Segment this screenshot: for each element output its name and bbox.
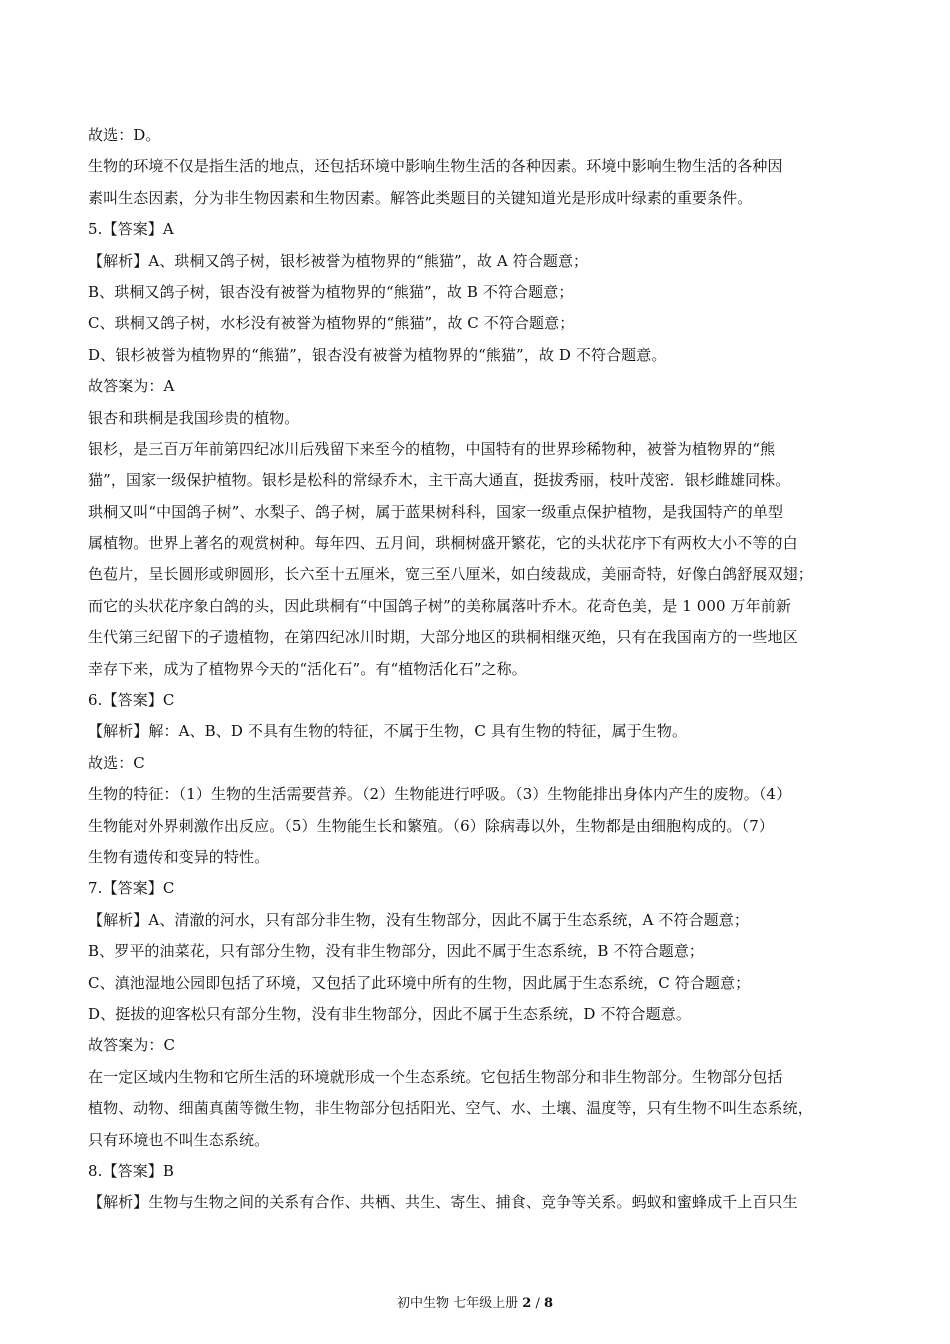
text-line: 生物能对外界刺激作出反应。（5）生物能生长和繁殖。（6）除病毒以外，生物都是由细胞构成的。（7） xyxy=(88,816,774,835)
text-line: C、珙桐又鸽子树，水杉没有被誉为植物界的“熊猫”，故 C 不符合题意； xyxy=(88,314,575,333)
text-line: 生代第三纪留下的孑遗植物，在第四纪冰川时期，大部分地区的珙桐相继灭绝，只有在我国南方的一些地区 xyxy=(88,628,798,647)
text-line: 而它的头状花序象白鸽的头，因此珙桐有“中国鸽子树”的美称属落叶乔木。花奇色美，是 1 000 万年前新 xyxy=(88,596,791,615)
text-line: 6.【答案】C xyxy=(88,691,175,710)
text-line: 【解析】解：A、B、D 不具有生物的特征，不属于生物，C 具有生物的特征，属于生物。 xyxy=(88,722,688,741)
text-line: 生物有遗传和变异的特性。 xyxy=(88,847,270,866)
text-line: 【解析】A、清澈的河水，只有部分非生物，没有生物部分，因此不属于生态系统，A 不符合题意； xyxy=(88,910,749,929)
text-line: 【解析】生物与生物之间的关系有合作、共栖、共生、寄生、捕食、竞争等关系。蚂蚁和蜜蜂成千上百只生 xyxy=(88,1193,798,1212)
text-line: 珙桐又叫“中国鸽子树”、水梨子、鸽子树，属于蓝果树科科，国家一级重点保护植物，是我国特产的单型 xyxy=(88,502,784,521)
page-footer xyxy=(0,1294,950,1314)
document-body xyxy=(88,120,872,1219)
footer-label: 初中生物 七年级上册 xyxy=(396,1296,519,1311)
page-number: 2 xyxy=(522,1296,532,1311)
text-line: 植物、动物、细菌真菌等微生物，非生物部分包括阳光、空气、水、土壤、温度等，只有生物不叫生态系统， xyxy=(88,1099,813,1118)
text-line: 故选：D。 xyxy=(88,126,161,144)
text-line: 7.【答案】C xyxy=(88,879,175,898)
text-line: 素叫生态因素，分为非生物因素和生物因素。解答此类题目的关键知道光是形成叶绿素的重要条件。 xyxy=(88,188,753,207)
text-line: 银杉，是三百万年前第四纪冰川后残留下来至今的植物，中国特有的世界珍稀物种，被誉为植物界的“熊 xyxy=(88,439,776,458)
text-line: 故选：C xyxy=(88,753,145,772)
text-line: 5.【答案】A xyxy=(88,220,174,239)
text-line: 生物的特征：（1）生物的生活需要营养。（2）生物能进行呼吸。（3）生物能排出身体内产生的废物。（4） xyxy=(88,785,792,804)
text-line: C、滇池湿地公园即包括了环境，又包括了此环境中所有的生物，因此属于生态系统，C 符合题意； xyxy=(88,973,751,992)
text-line: 生物的环境不仅是指生活的地点，还包括环境中影响生物生活的各种因素。环境中影响生物生活的各种因 xyxy=(88,157,783,176)
text-line: 色苞片，呈长圆形或卵圆形，长六至十五厘米，宽三至八厘米，如白绫裁成，美丽奇特，好像白鸽舒展双翅； xyxy=(88,565,813,584)
text-line: 属植物。世界上著名的观赏树种。每年四、五月间，珙桐树盛开繁花，它的头状花序下有两枚大小不等的白 xyxy=(88,534,798,553)
page-separator: / xyxy=(535,1296,540,1311)
text-line: 银杏和珙桐是我国珍贵的植物。 xyxy=(88,408,300,427)
text-line: 只有环境也不叫生态系统。 xyxy=(88,1130,270,1149)
text-line: D、银杉被誉为植物界的“熊猫”，银杏没有被誉为植物界的“熊猫”，故 D 不符合题意。 xyxy=(88,345,667,364)
text-line: D、挺拔的迎客松只有部分生物，没有非生物部分，因此不属于生态系统，D 不符合题意。 xyxy=(88,1004,691,1023)
page-total: 8 xyxy=(543,1296,554,1311)
text-line: 8.【答案】B xyxy=(88,1161,175,1180)
text-line: 【解析】A、珙桐又鸽子树，银杉被誉为植物界的“熊猫”，故 A 符合题意； xyxy=(88,251,589,270)
text-line: 在一定区域内生物和它所生活的环境就形成一个生态系统。它包括生物部分和非生物部分。生物部分包括 xyxy=(88,1067,783,1086)
text-line: 幸存下来，成为了植物界今天的“活化石”。有“植物活化石”之称。 xyxy=(88,659,527,678)
text-line: 故答案为：A xyxy=(88,377,175,396)
text-line: 故答案为：C xyxy=(88,1036,176,1055)
text-line: 猫”，国家一级保护植物。银杉是松科的常绿乔木，主干高大通直，挺拔秀丽，枝叶茂密．银杉雌雄同株。 xyxy=(88,471,791,490)
text-line: B、珙桐又鸽子树，银杏没有被誉为植物界的“熊猫”，故 B 不符合题意； xyxy=(88,282,574,301)
text-line: B、罗平的油菜花，只有部分生物，没有非生物部分，因此不属于生态系统，B 不符合题意； xyxy=(88,942,705,961)
